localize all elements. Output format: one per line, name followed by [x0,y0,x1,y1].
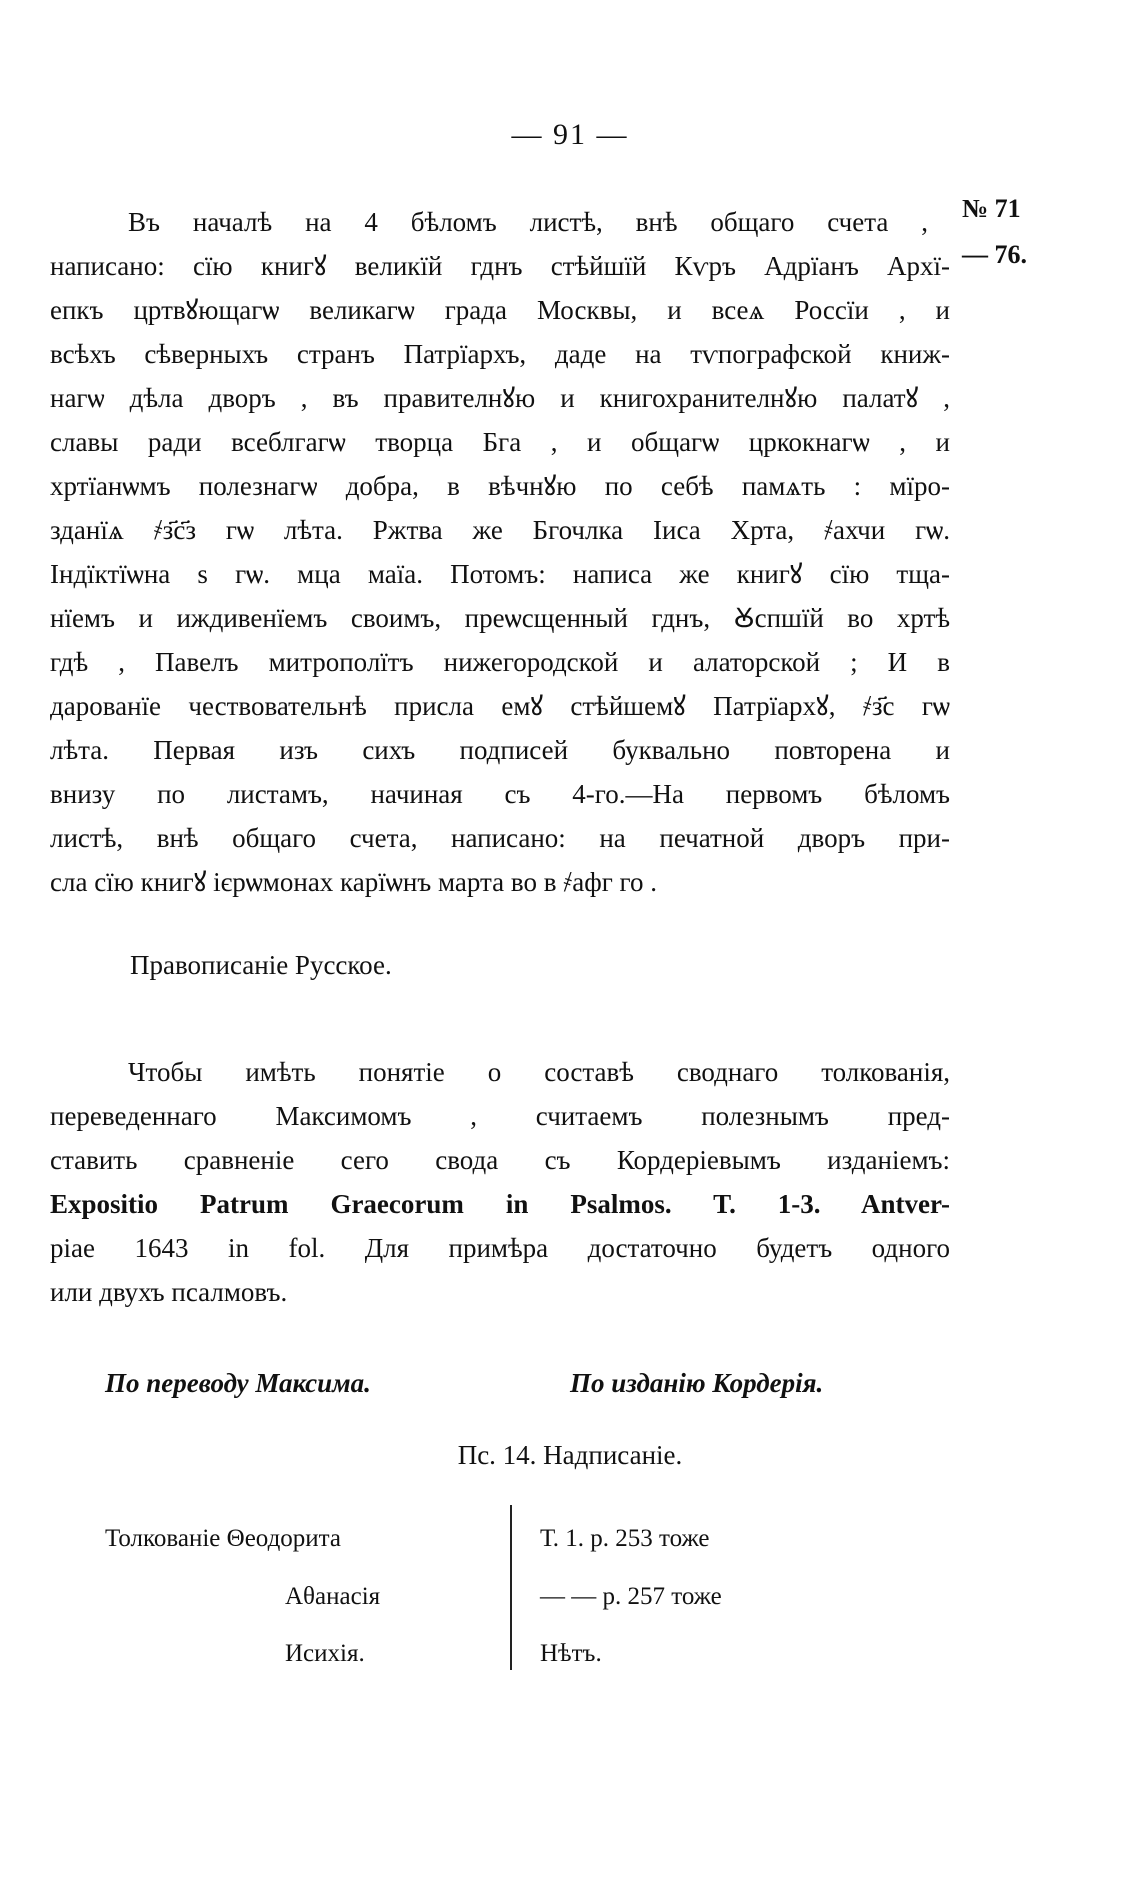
table-right-row: Нѣтъ. [540,1640,602,1667]
margin-note-number: № 71 [962,194,1021,223]
text-line: Чтобы имѣть понятіе о составѣ своднаго толкованія, [128,1057,950,1087]
paragraph-comparison [50,1050,950,1314]
table-right-row: — — р. 257 тоже [540,1583,722,1610]
text-line: гдѣ , Павелъ митрополїтъ нижегородской и алаторской ; И в [50,647,950,677]
text-line: или двухъ псалмовъ. [50,1277,288,1307]
text-line: Індїктїѡна ѕ гѡ. мца маїа. Потомъ: написа же книгꙋ сїю тща- [50,559,950,589]
text-line: хртїанѡмъ полезнагѡ добра, в вѣчнꙋю по себѣ памѧть : мїро- [50,471,950,501]
text-line: лѣта. Первая изъ сихъ подписей буквально повторена и [50,735,950,765]
paragraph-inscription [50,200,950,904]
text-line: ставить сравненіе сего свода съ Кордеріевымъ изданіемъ: [50,1145,950,1175]
text-line: Въ началѣ на 4 бѣломъ листѣ, внѣ общаго счета , [128,207,928,237]
text-line: Expositio Patrum Graecorum in Psalmos. T. 1-3. Antver- [50,1189,950,1219]
text-line: переведеннаго Максимомъ , считаемъ полезнымъ пред- [50,1101,950,1131]
text-line: всѣхъ сѣверныхъ странъ Патрїархъ, даде на тѵпографской книж- [50,339,950,369]
text-line: славы ради всеблгагѡ творца Бга , и общагѡ цркокнагѡ , и [50,427,950,457]
column-heading-maxim: По переводу Максима. [105,1368,371,1398]
text-line: внизу по листамъ, начиная съ 4-го.—На первомъ бѣломъ [50,779,950,809]
text-line: листѣ, внѣ общаго счета, написано: на печатной дворъ при- [50,823,950,853]
text-line: написано: сїю книгꙋ великїй гднъ стѣйшїй Кѵръ Адрїанъ Архї- [50,251,950,281]
table-left-row: Толкованіе Θеодорита [105,1525,342,1552]
text-line: зданїѧ ҂з҃с҃з гѡ лѣта. Ржтва же Бгочлка Іиса Хрта, ҂ахчи гѡ. [50,515,950,545]
text-line: епкъ цртвꙋющагѡ великагѡ града Москвы, и всеѧ Россїи , и [50,295,950,325]
table-left-row: Исихія. [285,1640,365,1667]
margin-note-range: — 76. [962,240,1027,269]
text-line: сла сїю книгꙋ ієрѡмонах карїѡнъ марта во в ҂афг го . [50,867,657,897]
text-line: нагѡ дѣла дворъ , въ правителнꙋю и книгохранителнꙋю палатꙋ , [50,383,950,413]
table-left-row: Аθанасія [285,1583,381,1610]
table-right-row: Т. 1. р. 253 тоже [540,1525,710,1552]
table-divider [510,1505,512,1670]
column-heading-corderius: По изданію Кордерія. [570,1368,824,1398]
page-number: — 91 — [511,118,629,151]
text-line: нїемъ и иждивенїемъ своимъ, преѡсщенный гднъ, Ꙋспшїй во хртѣ [50,603,950,633]
psalm-title: Пс. 14. Надписаніе. [457,1440,683,1470]
text-line: дарованїе чествовательнѣ присла емꙋ стѣйшемꙋ Патрїархꙋ, ҂з҃с гѡ [50,691,950,721]
text-line: piae 1643 in fol. Для примѣра достаточно будетъ одного [50,1233,950,1263]
section-heading: Правописаніе Русское. [130,950,392,980]
